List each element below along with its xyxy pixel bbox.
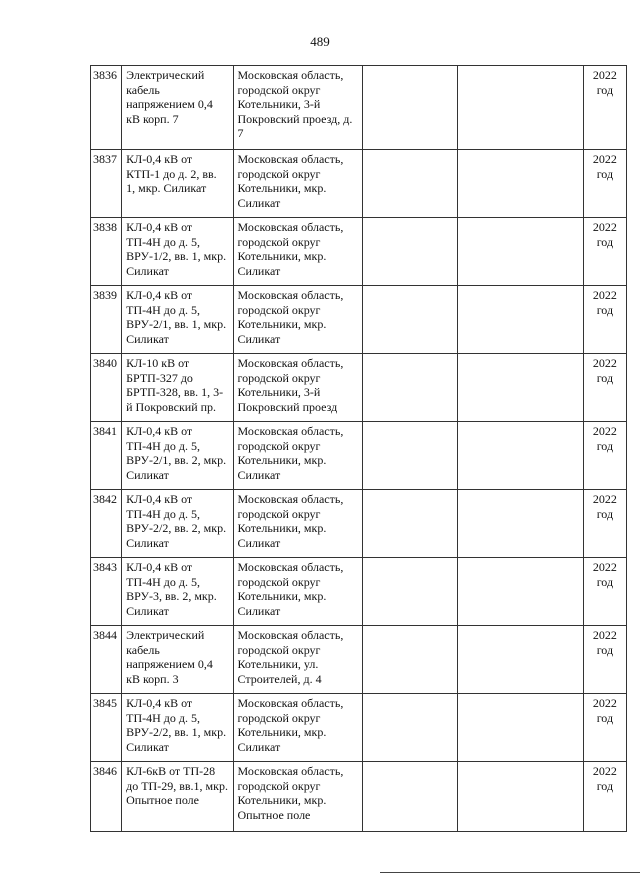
object-name: КЛ-0,4 кВ от КТП-1 до д. 2, вв. 1, мкр. Силикат (122, 150, 233, 218)
empty-cell (458, 422, 583, 490)
empty-cell (458, 286, 583, 354)
object-address: Московская область, городской округ Котельники, мкр. Силикат (233, 490, 362, 558)
table-row (91, 354, 627, 422)
year-cell: 2022 год (583, 66, 626, 150)
year-cell: 2022 год (583, 762, 626, 832)
row-number: 3842 (91, 490, 122, 558)
empty-cell (362, 490, 457, 558)
empty-cell (362, 354, 457, 422)
empty-cell (362, 66, 457, 150)
object-name: КЛ-0,4 кВ от ТП-4Н до д. 5, ВРУ-2/2, вв. 2, мкр. Силикат (122, 490, 233, 558)
year-cell: 2022 год (583, 286, 626, 354)
empty-cell (458, 150, 583, 218)
page-number: 489 (310, 34, 330, 49)
table-row (91, 558, 627, 626)
object-address: Московская область, городской округ Котельники, мкр. Силикат (233, 150, 362, 218)
row-number: 3841 (91, 422, 122, 490)
empty-cell (362, 218, 457, 286)
object-name: КЛ-10 кВ от БРТП-327 до БРТП-328, вв. 1, 3-й Покровский пр. (122, 354, 233, 422)
object-name: КЛ-0,4 кВ от ТП-4Н до д. 5, ВРУ-1/2, вв. 1, мкр. Силикат (122, 218, 233, 286)
object-address: Московская область, городской округ Котельники, мкр. Силикат (233, 422, 362, 490)
empty-cell (362, 694, 457, 762)
row-number: 3846 (91, 762, 122, 832)
year-cell: 2022 год (583, 558, 626, 626)
row-number: 3843 (91, 558, 122, 626)
empty-cell (458, 490, 583, 558)
empty-cell (362, 286, 457, 354)
table-row (91, 150, 627, 218)
table-row (91, 66, 627, 150)
year-cell: 2022 год (583, 626, 626, 694)
object-name: Электрический кабель напряжением 0,4 кВ корп. 7 (122, 66, 233, 150)
row-number: 3838 (91, 218, 122, 286)
year-cell: 2022 год (583, 422, 626, 490)
empty-cell (458, 558, 583, 626)
empty-cell (458, 66, 583, 150)
object-name: КЛ-0,4 кВ от ТП-4Н до д. 5, ВРУ-2/1, вв. 2, мкр. Силикат (122, 422, 233, 490)
empty-cell (458, 762, 583, 832)
object-address: Московская область, городской округ Котельники, мкр. Силикат (233, 694, 362, 762)
object-name: КЛ-6кВ от ТП-28 до ТП-29, вв.1, мкр. Опытное поле (122, 762, 233, 832)
object-name: КЛ-0,4 кВ от ТП-4Н до д. 5, ВРУ-2/2, вв. 1, мкр. Силикат (122, 694, 233, 762)
object-name: Электрический кабель напряжением 0,4 кВ корп. 3 (122, 626, 233, 694)
object-address: Московская область, городской округ Котельники, 3-й Покровский проезд, д. 7 (233, 66, 362, 150)
table-row (91, 422, 627, 490)
registry-table (90, 65, 627, 832)
row-number: 3836 (91, 66, 122, 150)
object-name: КЛ-0,4 кВ от ТП-4Н до д. 5, ВРУ-3, вв. 2, мкр. Силикат (122, 558, 233, 626)
empty-cell (362, 626, 457, 694)
year-cell: 2022 год (583, 490, 626, 558)
row-number: 3840 (91, 354, 122, 422)
empty-cell (362, 762, 457, 832)
object-address: Московская область, городской округ Котельники, мкр. Силикат (233, 558, 362, 626)
table-row (91, 626, 627, 694)
empty-cell (458, 694, 583, 762)
year-cell: 2022 год (583, 150, 626, 218)
object-address: Московская область, городской округ Котельники, ул. Строителей, д. 4 (233, 626, 362, 694)
object-address: Московская область, городской округ Котельники, мкр. Силикат (233, 218, 362, 286)
table-row (91, 218, 627, 286)
object-address: Московская область, городской округ Котельники, мкр. Силикат (233, 286, 362, 354)
empty-cell (362, 150, 457, 218)
empty-cell (458, 626, 583, 694)
year-cell: 2022 год (583, 694, 626, 762)
object-address: Московская область, городской округ Котельники, мкр. Опытное поле (233, 762, 362, 832)
empty-cell (458, 354, 583, 422)
row-number: 3844 (91, 626, 122, 694)
empty-cell (458, 218, 583, 286)
row-number: 3837 (91, 150, 122, 218)
row-number: 3839 (91, 286, 122, 354)
year-cell: 2022 год (583, 218, 626, 286)
table-row (91, 694, 627, 762)
row-number: 3845 (91, 694, 122, 762)
empty-cell (362, 558, 457, 626)
table-row (91, 490, 627, 558)
table-row (91, 286, 627, 354)
year-cell: 2022 год (583, 354, 626, 422)
object-address: Московская область, городской округ Котельники, 3-й Покровский проезд (233, 354, 362, 422)
table-row (91, 762, 627, 832)
object-name: КЛ-0,4 кВ от ТП-4Н до д. 5, ВРУ-2/1, вв. 1, мкр. Силикат (122, 286, 233, 354)
page-bottom-rule (380, 872, 640, 873)
empty-cell (362, 422, 457, 490)
